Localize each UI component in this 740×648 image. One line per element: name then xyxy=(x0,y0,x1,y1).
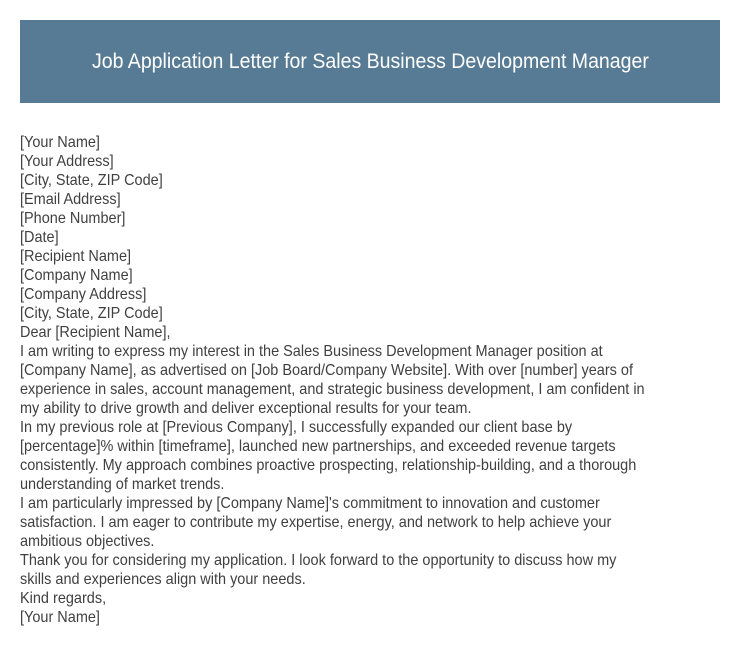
salutation: Dear [Recipient Name], xyxy=(20,324,171,341)
page-title: Job Application Letter for Sales Business Development Manager xyxy=(91,49,649,73)
paragraph-line: my ability to drive growth and deliver exceptional results for your team. xyxy=(20,400,472,417)
recipient-name: [Recipient Name] xyxy=(20,248,132,265)
paragraph-line: satisfaction. I am eager to contribute my expertise, energy, and network to help achieve your xyxy=(20,514,612,531)
recipient-company-address: [Company Address] xyxy=(20,286,147,303)
paragraph-closing xyxy=(20,551,740,589)
paragraph-intro xyxy=(20,342,740,418)
sender-block xyxy=(20,133,740,247)
paragraph-line: understanding of market trends. xyxy=(20,476,225,493)
sender-email: [Email Address] xyxy=(20,191,121,208)
paragraph-line: consistently. My approach combines proactive prospecting, relationship-building, and a thorough xyxy=(20,457,637,474)
paragraph-line: Thank you for considering my application. I look forward to the opportunity to discuss how my xyxy=(20,552,617,569)
recipient-block xyxy=(20,247,740,323)
paragraph-line: In my previous role at [Previous Company], I successfully expanded our client base by xyxy=(20,419,573,436)
sender-city-state-zip: [City, State, ZIP Code] xyxy=(20,172,163,189)
recipient-city-state-zip: [City, State, ZIP Code] xyxy=(20,305,163,322)
paragraph-line: skills and experiences align with your needs. xyxy=(20,571,306,588)
paragraph-line: [Company Name], as advertised on [Job Board/Company Website]. With over [number] years of xyxy=(20,362,633,379)
recipient-company: [Company Name] xyxy=(20,267,133,284)
letter-body xyxy=(20,133,740,627)
sender-phone: [Phone Number] xyxy=(20,210,126,227)
sender-name: [Your Name] xyxy=(20,134,100,151)
letter-date: [Date] xyxy=(20,229,59,246)
signature: [Your Name] xyxy=(20,609,100,626)
paragraph-line: ambitious objectives. xyxy=(20,533,155,550)
paragraph-experience xyxy=(20,418,740,494)
paragraph-motivation xyxy=(20,494,740,551)
paragraph-line: I am particularly impressed by [Company Name]'s commitment to innovation and customer xyxy=(20,495,600,512)
sender-address: [Your Address] xyxy=(20,153,114,170)
closing: Kind regards, xyxy=(20,590,107,607)
page-header xyxy=(20,20,720,103)
paragraph-line: [percentage]% within [timeframe], launched new partnerships, and exceeded revenue targets xyxy=(20,438,616,455)
paragraph-line: I am writing to express my interest in the Sales Business Development Manager position at xyxy=(20,343,603,360)
paragraph-line: experience in sales, account management, and strategic business development, I am confident in xyxy=(20,381,645,398)
